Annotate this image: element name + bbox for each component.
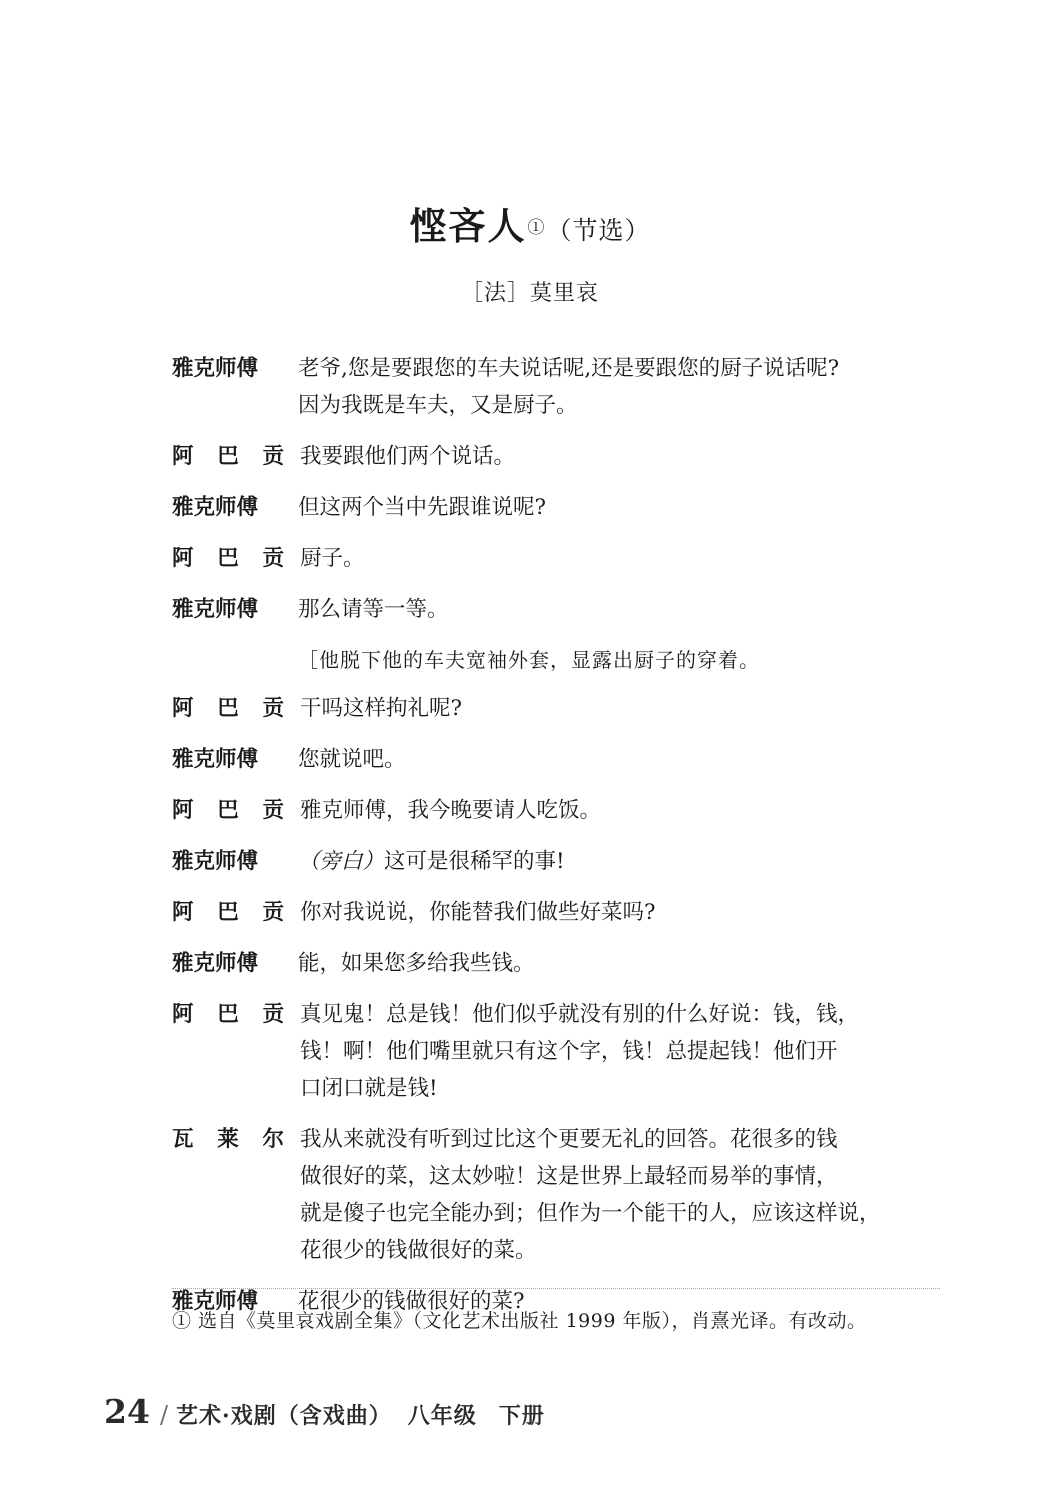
speaker-char: 贡 (262, 1002, 284, 1028)
dialogue-line (172, 997, 932, 1108)
speaker-char: 贡 (262, 900, 284, 926)
speaker-char: 贡 (262, 696, 284, 722)
speech-text: 我要跟他们两个说话。 (300, 443, 516, 469)
speaker-char: 阿 (172, 1002, 194, 1028)
footnote-divider (172, 1288, 940, 1289)
dialogue-line (172, 541, 932, 578)
dialogue-line (172, 793, 932, 830)
speaker-char: 巴 (217, 545, 239, 571)
speaker-char: 阿 (172, 900, 194, 926)
speech-text: 厨子。 (300, 545, 365, 571)
speaker-name (172, 691, 286, 728)
dialogue-list (0, 351, 1060, 1321)
footnote-text: ① 选自《莫里哀戏剧全集》（文化艺术出版社 1999 年版），肖熹光译。有改动。 (172, 1310, 867, 1332)
speaker-char: 阿 (172, 696, 194, 722)
speech-text (284, 351, 932, 425)
title-block (0, 196, 1060, 307)
speech-text: 能，如果您多给我些钱。 (298, 951, 535, 977)
title-line (409, 196, 650, 250)
stage-direction: ［他脱下他的车夫宽袖外套，显露出厨子的穿着。 (298, 647, 760, 672)
speech-row: 老爷,您是要跟您的车夫说话呢,还是要跟您的厨子说话呢? (298, 356, 840, 381)
speaker-name (172, 793, 286, 830)
speaker-char: 巴 (217, 696, 239, 722)
speech-text (286, 997, 932, 1108)
author-line: ［法］莫里哀 (460, 281, 599, 306)
speaker-name (172, 895, 286, 932)
page-title: 悭吝人 (409, 204, 527, 248)
speaker-char: 莱 (217, 1126, 239, 1152)
dialogue-line (172, 351, 932, 425)
speaker-name: 雅克师傅 (172, 494, 259, 520)
speaker-name (172, 541, 286, 578)
speaker-name: 雅克师傅 (172, 356, 259, 381)
speaker-char: 巴 (217, 443, 239, 469)
speaker-char: 贡 (262, 545, 284, 571)
speaker-name: 雅克师傅 (172, 1288, 259, 1314)
speech-text (286, 1122, 932, 1270)
speaker-char: 瓦 (172, 1126, 194, 1152)
speech-row: 真见鬼！总是钱！他们似乎就没有别的什么好说：钱，钱， (300, 1002, 860, 1028)
page-footer (104, 1392, 545, 1431)
speech-row: 口闭口就是钱! (300, 1075, 438, 1101)
speaker-char: 阿 (172, 443, 194, 469)
speech-row: 就是傻子也完全能办到；但作为一个能干的人，应该这样说， (300, 1200, 881, 1226)
dialogue-line (172, 844, 932, 881)
speaker-char: 阿 (172, 545, 194, 571)
speaker-char: 巴 (217, 798, 239, 824)
speaker-name (172, 1122, 286, 1159)
speaker-name: 雅克师傅 (172, 747, 259, 773)
dialogue-line (172, 592, 932, 629)
speaker-name (172, 997, 286, 1034)
dialogue-line (172, 742, 932, 779)
speaker-name (172, 439, 286, 476)
dialogue-line (172, 1122, 932, 1270)
speaker-char: 巴 (217, 900, 239, 926)
speech-row: 钱！啊！他们嘴里就只有这个字，钱！总提起钱！他们开 (300, 1038, 838, 1064)
speech-text: 您就说吧。 (298, 747, 406, 773)
speech-text: 你对我说说，你能替我们做些好菜吗? (300, 900, 656, 926)
speech-row: 因为我既是车夫，又是厨子。 (298, 392, 578, 418)
page-number: 24 (104, 1392, 150, 1431)
speech-rest: 这可是很稀罕的事! (384, 849, 565, 875)
dialogue-line (172, 895, 932, 932)
dialogue-line (172, 439, 932, 476)
speaker-char: 贡 (262, 798, 284, 824)
speech-text: 干吗这样拘礼呢? (300, 696, 463, 722)
footer-subject: 艺术·戏剧（含戏曲） (176, 1403, 392, 1429)
speech-text: 雅克师傅，我今晚要请人吃饭。 (300, 798, 602, 824)
speaker-char: 阿 (172, 798, 194, 824)
speech-row: 做很好的菜，这太妙啦！这是世界上最轻而易举的事情， (300, 1163, 838, 1189)
speech-text: 花很少的钱做很好的菜? (298, 1288, 525, 1314)
speech-row: 我从来就没有听到过比这个更要无礼的回答。花很多的钱 (300, 1126, 838, 1152)
title-subtitle: （节选） (546, 216, 651, 245)
speech-text: 那么请等一等。 (298, 596, 449, 622)
speaker-char: 尔 (262, 1126, 284, 1152)
speaker-name: 雅克师傅 (172, 951, 259, 977)
title-footnote-marker: ① (527, 217, 545, 238)
dialogue-line (172, 490, 932, 527)
speaker-name: 雅克师傅 (172, 596, 259, 622)
footer-volume: 下册 (498, 1403, 545, 1429)
speech-row: 花很少的钱做很好的菜。 (300, 1237, 537, 1263)
footer-grade: 八年级 (407, 1403, 477, 1429)
dialogue-line (172, 946, 932, 983)
speaker-char: 贡 (262, 443, 284, 469)
dialogue-line (172, 691, 932, 728)
aside-text: （旁白） (298, 849, 385, 875)
speaker-char: 巴 (217, 1002, 239, 1028)
speech-text: 但这两个当中先跟谁说呢? (298, 494, 547, 520)
speaker-name: 雅克师傅 (172, 849, 259, 875)
footer-separator: / (159, 1401, 169, 1429)
speech-text (284, 844, 932, 881)
